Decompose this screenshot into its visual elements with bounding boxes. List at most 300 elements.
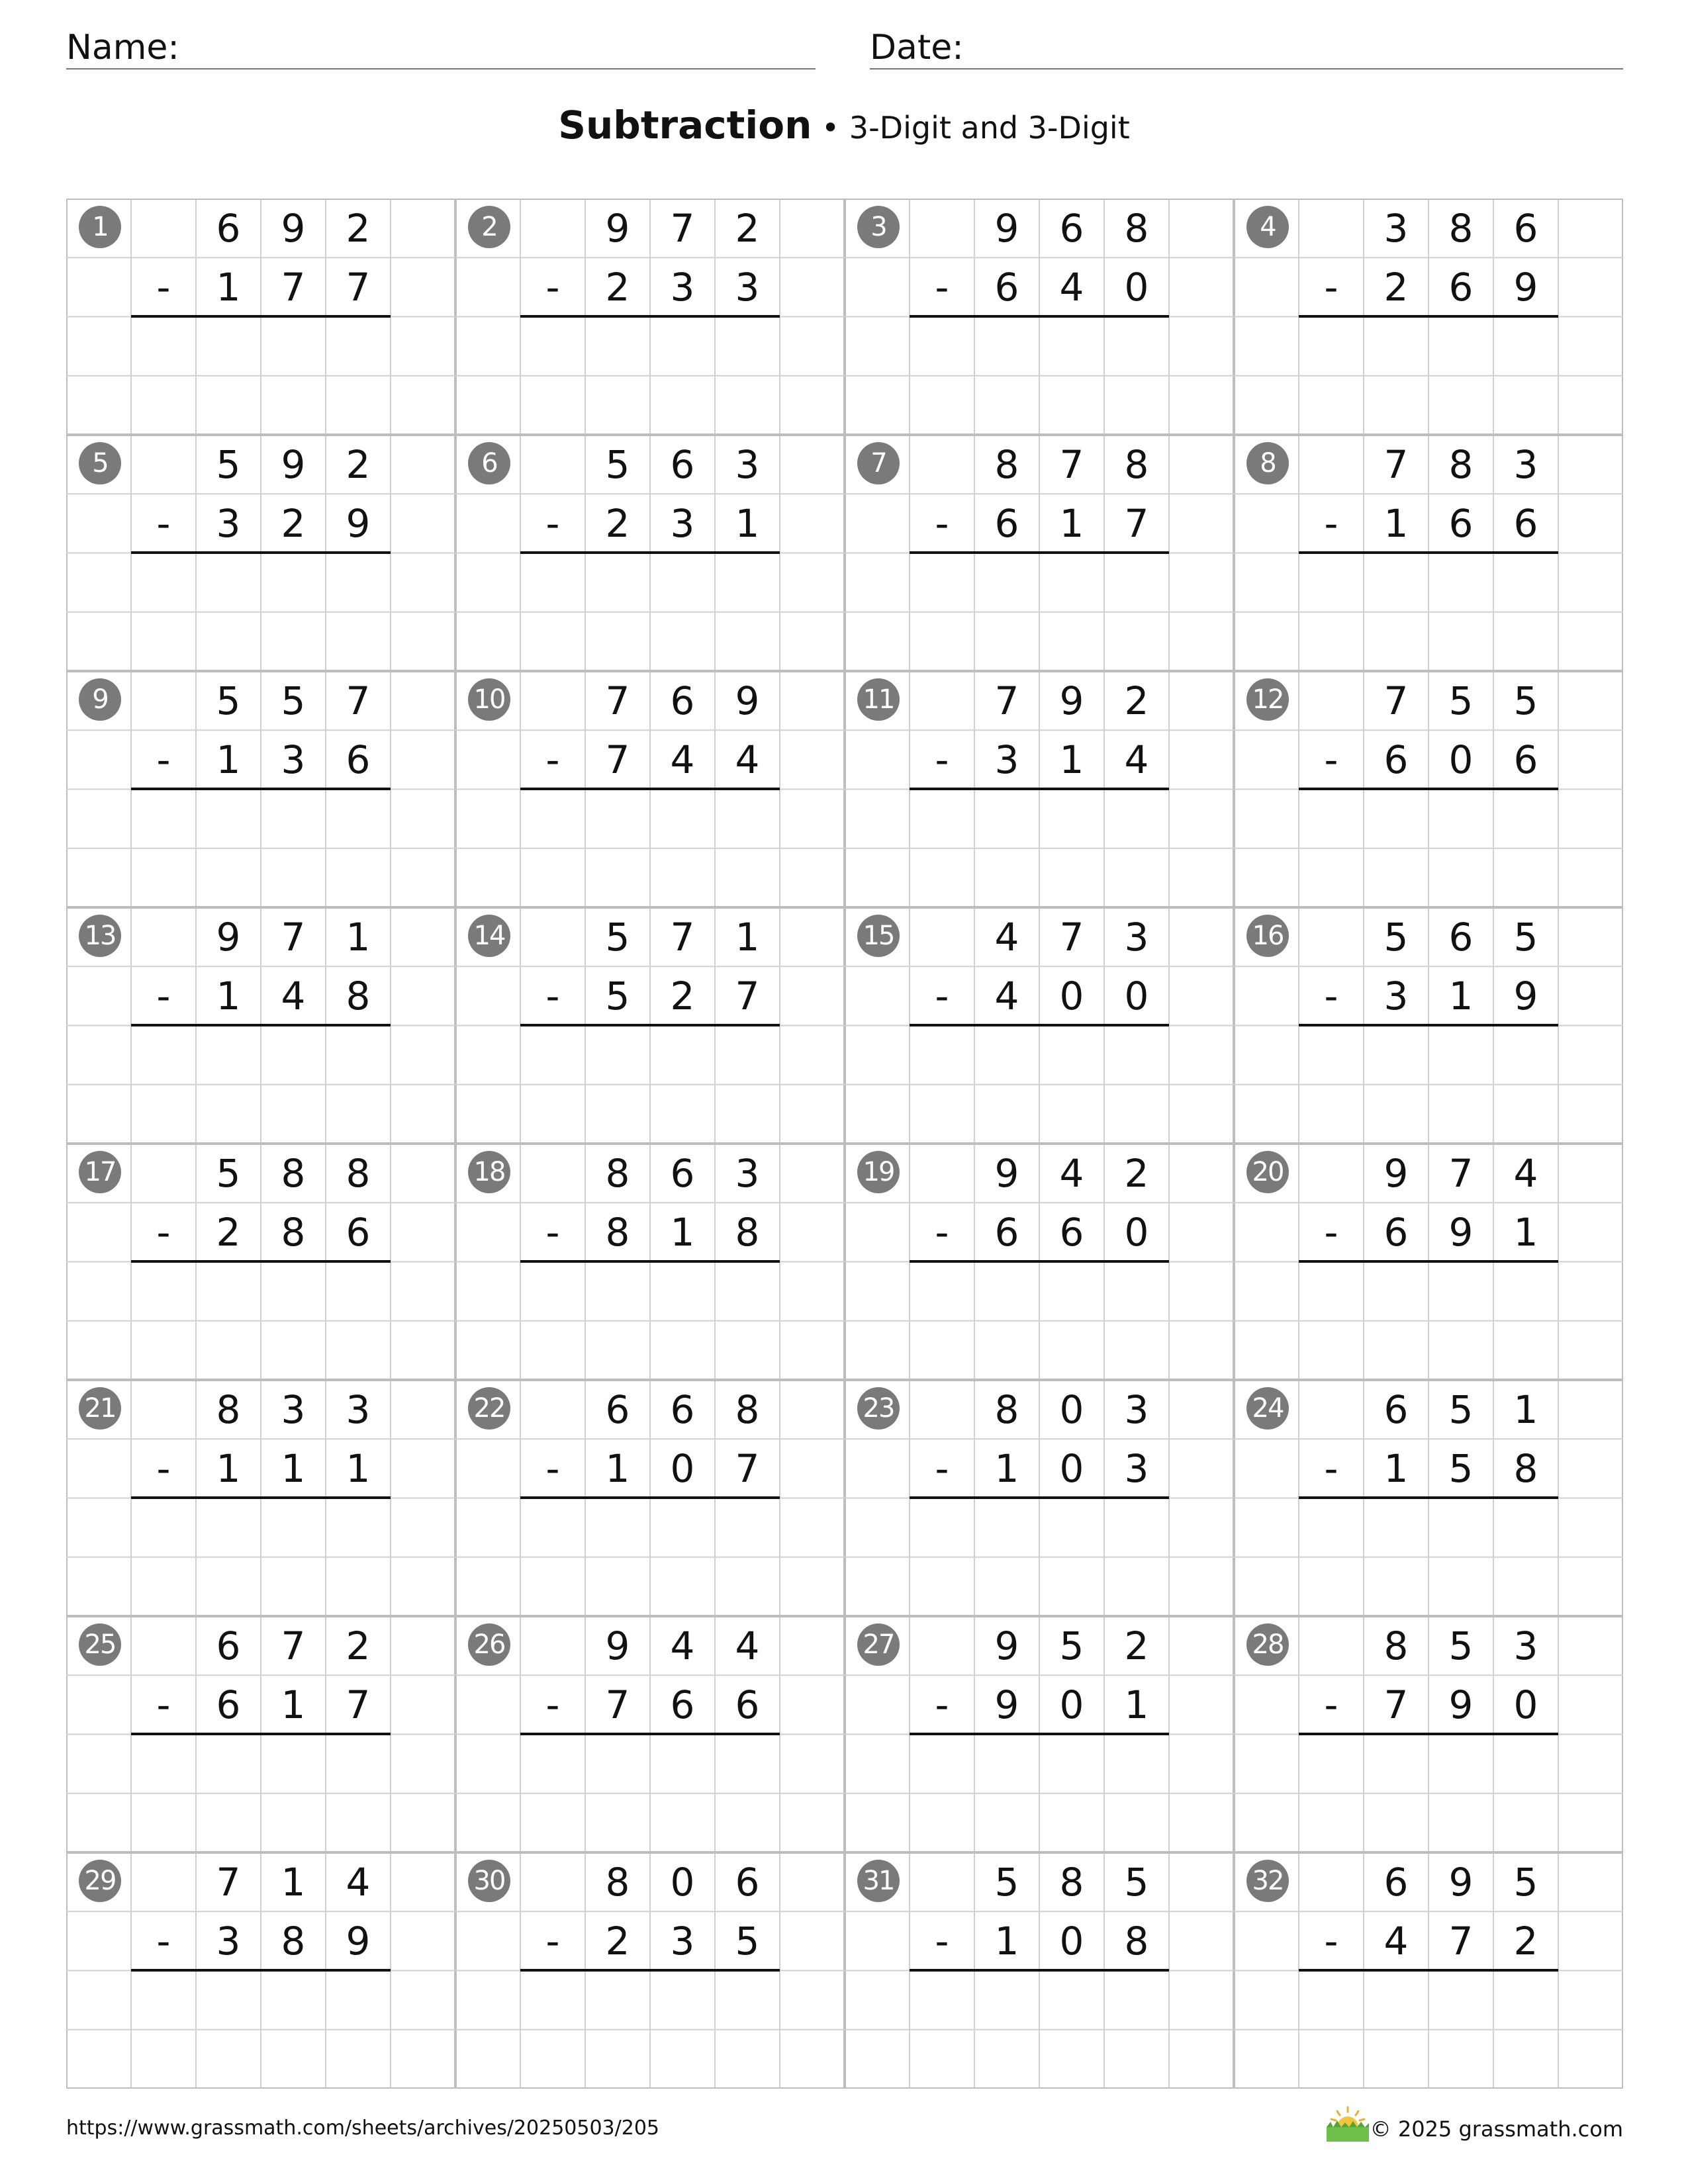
minuend-digit: 5: [216, 441, 241, 487]
minus-sign: -: [1324, 1445, 1338, 1491]
answer-cell[interactable]: [585, 1971, 650, 2089]
minuend-digit: 3: [1383, 205, 1409, 251]
answer-cell[interactable]: [585, 1498, 650, 1617]
answer-cell[interactable]: [520, 1735, 585, 1853]
answer-cell[interactable]: [196, 1026, 261, 1144]
minuend-digit: 7: [1383, 441, 1409, 487]
answer-cell[interactable]: [1429, 1735, 1493, 1853]
subtrahend-digit: 1: [1059, 500, 1084, 546]
answer-cell[interactable]: [910, 1262, 974, 1381]
problem: [845, 1852, 1234, 2089]
subtrahend-digit: 9: [1448, 1682, 1474, 1727]
minuend-digit: 3: [346, 1387, 371, 1432]
answer-cell[interactable]: [974, 553, 1039, 672]
minuend-digit: 2: [1124, 678, 1149, 723]
minuend-digit: 8: [1059, 1859, 1084, 1905]
answer-cell[interactable]: [261, 1735, 326, 1853]
answer-cell[interactable]: [1104, 1026, 1169, 1144]
minuend-digit: 5: [216, 1150, 241, 1196]
answer-cell[interactable]: [715, 1735, 780, 1853]
answer-cell[interactable]: [1493, 1498, 1558, 1617]
minus-sign: -: [545, 973, 560, 1019]
subtrahend-digit: 4: [1059, 264, 1084, 310]
answer-cell[interactable]: [974, 790, 1039, 908]
subtrahend-digit: 2: [1383, 264, 1409, 310]
minuend-digit: 7: [1383, 678, 1409, 723]
minuend-digit: 4: [346, 1859, 371, 1905]
problem-number-badge: 10: [468, 678, 510, 721]
minuend-digit: 7: [1059, 441, 1084, 487]
subtrahend-digit: 0: [1059, 1682, 1084, 1727]
minus-sign: -: [545, 1918, 560, 1964]
problem: [845, 671, 1234, 907]
minuend-digit: 9: [216, 914, 241, 960]
problem: [66, 1616, 455, 1852]
subtrahend-digit: 4: [1124, 737, 1149, 782]
subtrahend-digit: 3: [735, 264, 760, 310]
answer-cell[interactable]: [1039, 317, 1104, 435]
minuend-digit: 2: [346, 205, 371, 251]
answer-cell[interactable]: [910, 553, 974, 672]
answer-cell[interactable]: [1493, 553, 1558, 672]
answer-cell[interactable]: [650, 1262, 715, 1381]
minuend-digit: 6: [216, 205, 241, 251]
answer-cell[interactable]: [585, 1026, 650, 1144]
minus-sign: -: [935, 500, 949, 546]
answer-cell[interactable]: [974, 1971, 1039, 2089]
minus-sign: -: [935, 737, 949, 782]
minuend-digit: 6: [1059, 205, 1084, 251]
name-label: Name:: [66, 28, 179, 68]
minuend-digit: 4: [994, 914, 1019, 960]
answer-cell[interactable]: [1039, 790, 1104, 908]
problem: [845, 907, 1234, 1144]
answer-cell[interactable]: [1104, 790, 1169, 908]
minuend-digit: 6: [670, 678, 695, 723]
minus-sign: -: [1324, 1918, 1338, 1964]
answer-cell[interactable]: [520, 1262, 585, 1381]
minuend-digit: 9: [1383, 1150, 1409, 1196]
minuend-digit: 6: [1383, 1387, 1409, 1432]
minuend-digit: 8: [735, 1387, 760, 1432]
grass-sun-logo-icon: [1325, 2106, 1370, 2143]
answer-cell[interactable]: [974, 1262, 1039, 1381]
answer-cell[interactable]: [1104, 1498, 1169, 1617]
subtrahend-digit: 4: [735, 737, 760, 782]
minus-sign: -: [545, 1209, 560, 1255]
problem-number-badge: 20: [1246, 1151, 1289, 1193]
answer-cell[interactable]: [1429, 317, 1493, 435]
answer-cell[interactable]: [196, 1735, 261, 1853]
answer-cell[interactable]: [1104, 1971, 1169, 2089]
subtrahend-digit: 6: [1383, 737, 1409, 782]
subtrahend-digit: 3: [670, 1918, 695, 1964]
problem-number-badge: 25: [79, 1623, 121, 1666]
minuend-digit: 6: [670, 1150, 695, 1196]
subtrahend-digit: 7: [346, 264, 371, 310]
minuend-digit: 3: [1124, 914, 1149, 960]
answer-cell[interactable]: [1429, 790, 1493, 908]
answer-cell[interactable]: [585, 790, 650, 908]
problem-number-badge: 5: [79, 442, 121, 484]
minus-sign: -: [545, 1682, 560, 1727]
subtrahend-digit: 4: [670, 737, 695, 782]
answer-cell[interactable]: [1039, 1026, 1104, 1144]
minuend-digit: 8: [605, 1859, 630, 1905]
minuend-digit: 3: [1124, 1387, 1149, 1432]
answer-cell[interactable]: [715, 553, 780, 672]
minuend-digit: 7: [346, 678, 371, 723]
minuend-digit: 2: [346, 441, 371, 487]
answer-cell[interactable]: [261, 317, 326, 435]
subtrahend-digit: 9: [346, 1918, 371, 1964]
subtrahend-digit: 7: [605, 1682, 630, 1727]
problem-number-badge: 27: [857, 1623, 900, 1666]
answer-cell[interactable]: [131, 1262, 196, 1381]
problem-number-badge: 9: [79, 678, 121, 721]
subtrahend-digit: 2: [605, 264, 630, 310]
answer-cell[interactable]: [1364, 1262, 1429, 1381]
problem-number-badge: 29: [79, 1860, 121, 1902]
subtrahend-digit: 6: [994, 1209, 1019, 1255]
subtrahend-digit: 8: [1124, 1918, 1149, 1964]
subtrahend-digit: 7: [735, 1445, 760, 1491]
minus-sign: -: [545, 1445, 560, 1491]
problem: [455, 671, 845, 907]
answer-cell[interactable]: [1104, 1735, 1169, 1853]
minuend-digit: 0: [1059, 1387, 1084, 1432]
answer-cell[interactable]: [715, 317, 780, 435]
minuend-digit: 7: [670, 205, 695, 251]
minus-sign: -: [1324, 1682, 1338, 1727]
answer-cell[interactable]: [974, 317, 1039, 435]
answer-cell[interactable]: [1039, 1971, 1104, 2089]
answer-cell[interactable]: [261, 1262, 326, 1381]
answer-cell[interactable]: [1039, 1735, 1104, 1853]
answer-cell[interactable]: [196, 553, 261, 672]
title-subtitle: • 3-Digit and 3-Digit: [812, 110, 1130, 146]
answer-cell[interactable]: [196, 1498, 261, 1617]
answer-cell[interactable]: [131, 1971, 196, 2089]
answer-cell[interactable]: [1364, 1735, 1429, 1853]
answer-cell[interactable]: [261, 553, 326, 672]
minus-sign: -: [156, 973, 171, 1019]
minus-sign: -: [156, 1445, 171, 1491]
minuend-digit: 6: [216, 1623, 241, 1668]
answer-cell[interactable]: [974, 1026, 1039, 1144]
answer-cell[interactable]: [585, 553, 650, 672]
answer-cell[interactable]: [910, 1498, 974, 1617]
minuend-digit: 5: [1383, 914, 1409, 960]
subtrahend-digit: 1: [1513, 1209, 1538, 1255]
subtrahend-digit: 3: [281, 737, 306, 782]
answer-cell[interactable]: [910, 1735, 974, 1853]
answer-cell[interactable]: [1299, 1262, 1364, 1381]
subtrahend-digit: 0: [1059, 1445, 1084, 1491]
answer-cell[interactable]: [1039, 1498, 1104, 1617]
problem-number-badge: 13: [79, 915, 121, 957]
answer-cell[interactable]: [261, 1971, 326, 2089]
subtrahend-digit: 9: [1513, 264, 1538, 310]
minuend-digit: 9: [281, 441, 306, 487]
problem: [845, 1616, 1234, 1852]
answer-cell[interactable]: [1493, 1026, 1558, 1144]
minuend-digit: 9: [605, 1623, 630, 1668]
minuend-digit: 3: [735, 1150, 760, 1196]
subtrahend-digit: 6: [346, 737, 371, 782]
subtrahend-digit: 8: [735, 1209, 760, 1255]
minuend-digit: 1: [346, 914, 371, 960]
subtrahend-digit: 5: [735, 1918, 760, 1964]
answer-cell[interactable]: [1429, 1971, 1493, 2089]
problem-number-badge: 8: [1246, 442, 1289, 484]
answer-cell[interactable]: [520, 790, 585, 908]
problem-number-badge: 24: [1246, 1387, 1289, 1430]
minuend-digit: 7: [281, 1623, 306, 1668]
problem-number-badge: 18: [468, 1151, 510, 1193]
answer-cell[interactable]: [261, 1498, 326, 1617]
answer-cell[interactable]: [326, 1026, 391, 1144]
problem-number-badge: 15: [857, 915, 900, 957]
minuend-digit: 8: [281, 1150, 306, 1196]
minuend-digit: 1: [281, 1859, 306, 1905]
answer-cell[interactable]: [326, 317, 391, 435]
answer-cell[interactable]: [585, 317, 650, 435]
answer-cell[interactable]: [1493, 1971, 1558, 2089]
answer-cell[interactable]: [326, 1262, 391, 1381]
problem-number-badge: 11: [857, 678, 900, 721]
minuend-digit: 7: [670, 914, 695, 960]
footer-url: https://www.grassmath.com/sheets/archives/20250503/205: [66, 2116, 660, 2140]
answer-cell[interactable]: [1364, 790, 1429, 908]
answer-cell[interactable]: [131, 1498, 196, 1617]
problem: [455, 1616, 845, 1852]
answer-cell[interactable]: [1299, 790, 1364, 908]
answer-cell[interactable]: [974, 1498, 1039, 1617]
answer-cell[interactable]: [520, 1026, 585, 1144]
answer-cell[interactable]: [1364, 553, 1429, 672]
answer-cell[interactable]: [261, 790, 326, 908]
answer-cell[interactable]: [1299, 1735, 1364, 1853]
answer-cell[interactable]: [585, 1262, 650, 1381]
answer-cell[interactable]: [910, 1971, 974, 2089]
minuend-digit: 3: [1513, 1623, 1538, 1668]
answer-cell[interactable]: [326, 1735, 391, 1853]
answer-cell[interactable]: [1299, 317, 1364, 435]
subtrahend-digit: 2: [605, 1918, 630, 1964]
name-line[interactable]: [66, 68, 816, 69]
answer-cell[interactable]: [1299, 1026, 1364, 1144]
subtrahend-digit: 1: [605, 1445, 630, 1491]
minuend-digit: 7: [1059, 914, 1084, 960]
answer-cell[interactable]: [1039, 1262, 1104, 1381]
answer-cell[interactable]: [1493, 790, 1558, 908]
subtrahend-digit: 6: [994, 264, 1019, 310]
problem-number-badge: 12: [1246, 678, 1289, 721]
subtrahend-digit: 0: [670, 1445, 695, 1491]
answer-cell[interactable]: [1104, 1262, 1169, 1381]
answer-cell[interactable]: [196, 790, 261, 908]
problem: [455, 199, 845, 435]
minuend-digit: 2: [346, 1623, 371, 1668]
date-line[interactable]: [870, 68, 1623, 69]
answer-cell[interactable]: [650, 1026, 715, 1144]
minus-sign: -: [156, 1209, 171, 1255]
answer-cell[interactable]: [585, 1735, 650, 1853]
answer-cell[interactable]: [1429, 553, 1493, 672]
minuend-digit: 3: [1513, 441, 1538, 487]
answer-cell[interactable]: [910, 790, 974, 908]
date-label: Date:: [870, 28, 964, 68]
subtrahend-digit: 8: [1513, 1445, 1538, 1491]
answer-cell[interactable]: [650, 553, 715, 672]
problem: [66, 671, 455, 907]
answer-cell[interactable]: [650, 1971, 715, 2089]
subtrahend-digit: 3: [994, 737, 1019, 782]
answer-cell[interactable]: [715, 1262, 780, 1381]
answer-cell[interactable]: [1429, 1026, 1493, 1144]
answer-cell[interactable]: [650, 1498, 715, 1617]
subtrahend-digit: 7: [1383, 1682, 1409, 1727]
problem: [845, 1380, 1234, 1616]
answer-cell[interactable]: [131, 1026, 196, 1144]
subtrahend-digit: 3: [216, 500, 241, 546]
answer-cell[interactable]: [326, 790, 391, 908]
answer-cell[interactable]: [131, 553, 196, 672]
answer-cell[interactable]: [715, 790, 780, 908]
minuend-digit: 6: [605, 1387, 630, 1432]
answer-cell[interactable]: [520, 553, 585, 672]
answer-cell[interactable]: [1299, 1971, 1364, 2089]
answer-cell[interactable]: [1039, 553, 1104, 672]
subtrahend-digit: 6: [1513, 737, 1538, 782]
subtrahend-digit: 1: [281, 1445, 306, 1491]
problem: [1234, 1144, 1623, 1380]
minuend-digit: 8: [994, 1387, 1019, 1432]
answer-cell[interactable]: [1429, 1262, 1493, 1381]
minuend-digit: 7: [1448, 1150, 1474, 1196]
answer-cell[interactable]: [715, 1026, 780, 1144]
answer-cell[interactable]: [326, 553, 391, 672]
answer-cell[interactable]: [326, 1971, 391, 2089]
answer-cell[interactable]: [520, 1498, 585, 1617]
problem-grid: [66, 199, 1623, 2089]
problem-number-badge: 17: [79, 1151, 121, 1193]
answer-cell[interactable]: [910, 317, 974, 435]
problem-number-badge: 1: [79, 206, 121, 248]
subtrahend-digit: 3: [670, 264, 695, 310]
subtrahend-digit: 1: [994, 1445, 1019, 1491]
minus-sign: -: [545, 500, 560, 546]
subtrahend-digit: 1: [1383, 1445, 1409, 1491]
answer-cell[interactable]: [1104, 317, 1169, 435]
subtrahend-digit: 7: [281, 264, 306, 310]
problem-number-badge: 14: [468, 915, 510, 957]
subtrahend-digit: 2: [605, 500, 630, 546]
answer-cell[interactable]: [131, 317, 196, 435]
answer-cell[interactable]: [650, 790, 715, 908]
minuend-digit: 8: [1448, 205, 1474, 251]
answer-cell[interactable]: [520, 317, 585, 435]
subtrahend-digit: 1: [346, 1445, 371, 1491]
answer-cell[interactable]: [1364, 1498, 1429, 1617]
subtrahend-digit: 0: [1059, 973, 1084, 1019]
problem: [1234, 1616, 1623, 1852]
minus-sign: -: [935, 1445, 949, 1491]
problem: [66, 907, 455, 1144]
answer-cell[interactable]: [1493, 317, 1558, 435]
subtrahend-digit: 6: [670, 1682, 695, 1727]
subtrahend-digit: 2: [670, 973, 695, 1019]
answer-cell[interactable]: [715, 1971, 780, 2089]
answer-cell[interactable]: [131, 790, 196, 908]
subtrahend-digit: 9: [1448, 1209, 1474, 1255]
problem-number-badge: 28: [1246, 1623, 1289, 1666]
subtrahend-digit: 1: [281, 1682, 306, 1727]
answer-cell[interactable]: [326, 1498, 391, 1617]
answer-cell[interactable]: [261, 1026, 326, 1144]
minuend-digit: 9: [735, 678, 760, 723]
minuend-digit: 0: [670, 1859, 695, 1905]
answer-cell[interactable]: [974, 1735, 1039, 1853]
minuend-digit: 9: [1448, 1859, 1474, 1905]
answer-cell[interactable]: [1429, 1498, 1493, 1617]
minuend-digit: 4: [1059, 1150, 1084, 1196]
answer-cell[interactable]: [1493, 1735, 1558, 1853]
answer-cell[interactable]: [196, 1971, 261, 2089]
answer-cell[interactable]: [1493, 1262, 1558, 1381]
minus-sign: -: [935, 264, 949, 310]
problem: [1234, 1380, 1623, 1616]
problem: [66, 1852, 455, 2089]
minuend-digit: 5: [1448, 1623, 1474, 1668]
problem: [845, 435, 1234, 671]
subtrahend-digit: 0: [1124, 973, 1149, 1019]
answer-cell[interactable]: [1364, 1971, 1429, 2089]
answer-cell[interactable]: [1299, 553, 1364, 672]
answer-cell[interactable]: [1364, 317, 1429, 435]
subtrahend-digit: 2: [216, 1209, 241, 1255]
answer-cell[interactable]: [910, 1026, 974, 1144]
minuend-digit: 5: [605, 441, 630, 487]
answer-cell[interactable]: [131, 1735, 196, 1853]
answer-cell[interactable]: [1104, 553, 1169, 672]
footer-copyright: © 2025 grassmath.com: [1370, 2116, 1623, 2142]
answer-cell[interactable]: [1364, 1026, 1429, 1144]
answer-cell[interactable]: [650, 1735, 715, 1853]
subtrahend-digit: 8: [346, 973, 371, 1019]
minuend-digit: 5: [1513, 914, 1538, 960]
minus-sign: -: [935, 973, 949, 1019]
answer-cell[interactable]: [715, 1498, 780, 1617]
minuend-digit: 8: [605, 1150, 630, 1196]
subtrahend-digit: 1: [216, 737, 241, 782]
minuend-digit: 9: [994, 1623, 1019, 1668]
answer-cell[interactable]: [1299, 1498, 1364, 1617]
minus-sign: -: [1324, 737, 1338, 782]
subtrahend-digit: 6: [994, 500, 1019, 546]
problem-number-badge: 30: [468, 1860, 510, 1902]
answer-cell[interactable]: [196, 1262, 261, 1381]
answer-cell[interactable]: [196, 317, 261, 435]
subtrahend-digit: 3: [670, 500, 695, 546]
answer-cell[interactable]: [650, 317, 715, 435]
subtrahend-digit: 1: [1383, 500, 1409, 546]
subtrahend-digit: 7: [346, 1682, 371, 1727]
answer-cell[interactable]: [520, 1971, 585, 2089]
minuend-digit: 8: [1448, 441, 1474, 487]
subtrahend-digit: 1: [216, 1445, 241, 1491]
